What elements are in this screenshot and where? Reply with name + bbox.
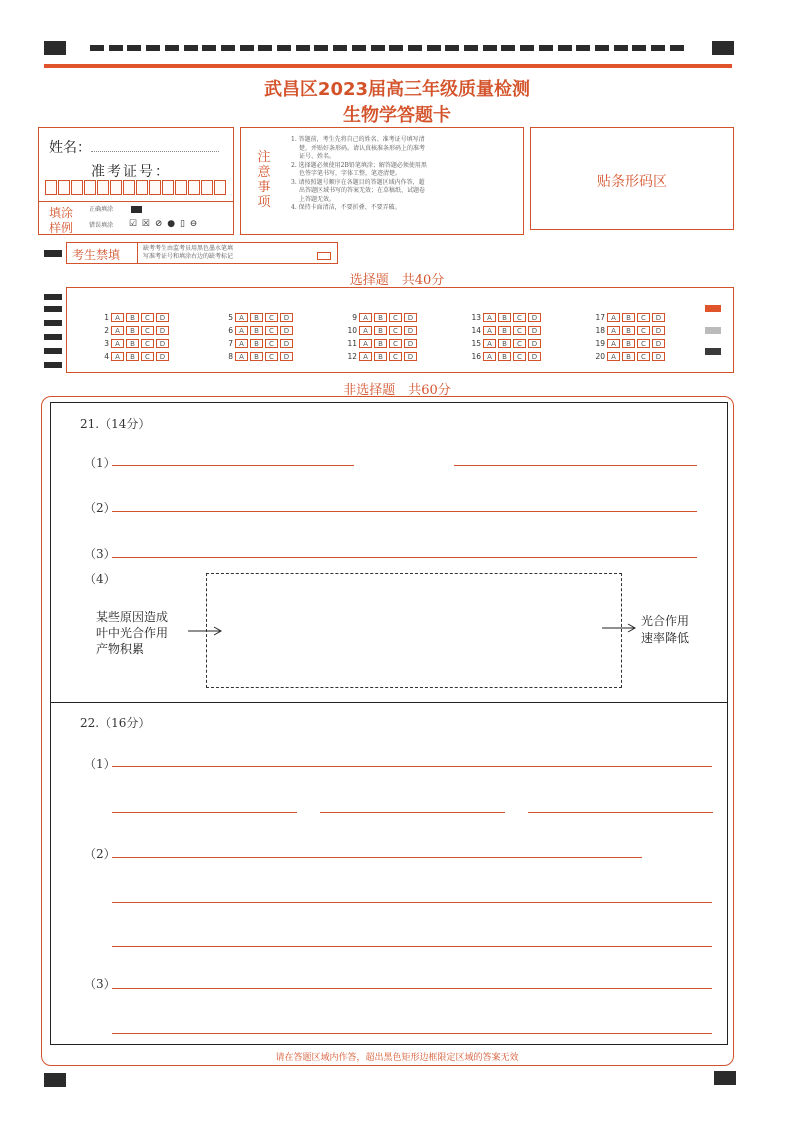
option-bubble-d[interactable]: D — [156, 352, 169, 361]
option-bubble-b[interactable]: B — [622, 313, 635, 322]
q21-answer-line[interactable] — [112, 511, 697, 512]
side-mark — [44, 362, 62, 368]
option-bubble-c[interactable]: C — [389, 352, 402, 361]
question-number: 17 — [595, 313, 605, 322]
option-bubble-b[interactable]: B — [126, 326, 139, 335]
q21-drawing-box[interactable] — [206, 573, 622, 688]
option-bubble-d[interactable]: D — [280, 339, 293, 348]
notice-item: 出答题区域书写的答案无效；在草稿纸、试题卷 — [299, 187, 426, 194]
option-bubble-a[interactable]: A — [235, 339, 248, 348]
absent-box — [66, 242, 338, 264]
side-mark — [44, 294, 62, 300]
q21-part-3: （3） — [84, 547, 116, 561]
question-number: 20 — [595, 352, 605, 361]
q22-answer-line[interactable] — [112, 857, 642, 858]
option-bubble-b[interactable]: B — [250, 352, 263, 361]
question-number: 1 — [104, 313, 109, 322]
option-bubble-c[interactable]: C — [141, 326, 154, 335]
q21-right-line: 光合作用 — [641, 614, 690, 628]
timing-mark — [333, 45, 347, 51]
option-bubble-a[interactable]: A — [111, 326, 124, 335]
arrow-right-icon — [602, 622, 638, 634]
option-bubble-d[interactable]: D — [156, 326, 169, 335]
option-bubble-a[interactable]: A — [359, 313, 372, 322]
side-mark — [44, 334, 62, 340]
option-bubble-a[interactable]: A — [483, 352, 496, 361]
absent-label: 考生禁填 — [72, 248, 121, 262]
question-number: 14 — [471, 326, 481, 335]
choice-question-11 — [345, 331, 417, 348]
option-bubble-a[interactable]: A — [483, 339, 496, 348]
timing-mark — [576, 45, 590, 51]
option-bubble-c[interactable]: C — [637, 339, 650, 348]
option-bubble-c[interactable]: C — [637, 326, 650, 335]
timing-mark — [184, 45, 198, 51]
q21-right-line: 速率降低 — [641, 631, 690, 645]
absent-checkbox[interactable] — [317, 252, 331, 260]
choice-question-10 — [345, 318, 417, 335]
question-number: 9 — [352, 313, 357, 322]
question-number: 7 — [228, 339, 233, 348]
option-bubble-b[interactable]: B — [498, 313, 511, 322]
absent-mark — [44, 250, 62, 257]
side-mark — [44, 320, 62, 326]
option-bubble-a[interactable]: A — [359, 352, 372, 361]
timing-mark — [558, 45, 572, 51]
fill-label-2: 样例 — [49, 221, 74, 235]
option-bubble-c[interactable]: C — [637, 352, 650, 361]
timing-mark — [371, 45, 385, 51]
option-bubble-b[interactable]: B — [374, 352, 387, 361]
question-number: 4 — [104, 352, 109, 361]
option-bubble-c[interactable]: C — [141, 339, 154, 348]
q22-answer-line[interactable] — [112, 1033, 712, 1034]
q21-answer-line[interactable] — [112, 465, 354, 466]
option-bubble-d[interactable]: D — [156, 339, 169, 348]
option-bubble-c[interactable]: C — [265, 326, 278, 335]
correct-fill-sample — [131, 206, 142, 213]
option-bubble-b[interactable]: B — [126, 352, 139, 361]
q22-title: 22.（16分） — [80, 716, 151, 730]
q21-answer-line[interactable] — [454, 465, 697, 466]
q21-left-line: 某些原因造成 — [96, 610, 169, 624]
name-field[interactable] — [91, 151, 219, 152]
choice-question-16 — [469, 344, 541, 361]
student-info-box — [38, 127, 234, 235]
timing-mark — [221, 45, 235, 51]
notice-label: 注意事项 — [257, 150, 271, 210]
timing-mark — [464, 45, 478, 51]
option-bubble-b[interactable]: B — [250, 326, 263, 335]
question-number: 15 — [471, 339, 481, 348]
option-bubble-d[interactable]: D — [528, 352, 541, 361]
timing-mark — [90, 45, 104, 51]
q21-part-2: （2） — [84, 501, 116, 515]
choice-box — [66, 287, 734, 373]
option-bubble-c[interactable]: C — [389, 339, 402, 348]
side-mark — [44, 306, 62, 312]
wrong-fill-label: 错误填涂 — [89, 222, 114, 229]
timing-mark — [670, 45, 684, 51]
q21-left-line: 产物积累 — [96, 642, 145, 656]
option-bubble-d[interactable]: D — [156, 313, 169, 322]
option-bubble-a[interactable]: A — [111, 339, 124, 348]
option-bubble-a[interactable]: A — [111, 352, 124, 361]
option-bubble-b[interactable]: B — [622, 352, 635, 361]
timing-mark — [202, 45, 216, 51]
choice-question-15 — [469, 331, 541, 348]
option-bubble-d[interactable]: D — [652, 352, 665, 361]
option-bubble-d[interactable]: D — [528, 339, 541, 348]
option-bubble-b[interactable]: B — [374, 313, 387, 322]
question-number: 19 — [595, 339, 605, 348]
page-subtitle: 生物学答题卡 — [343, 105, 451, 126]
timing-mark — [258, 45, 272, 51]
choice-question-5 — [221, 305, 293, 322]
timing-mark — [146, 45, 160, 51]
option-bubble-c[interactable]: C — [265, 313, 278, 322]
option-bubble-d[interactable]: D — [404, 313, 417, 322]
option-bubble-a[interactable]: A — [235, 352, 248, 361]
option-bubble-b[interactable]: B — [374, 326, 387, 335]
timing-mark — [539, 45, 553, 51]
timing-mark — [389, 45, 403, 51]
question-number: 5 — [228, 313, 233, 322]
header-rule — [44, 64, 732, 68]
option-bubble-a[interactable]: A — [607, 339, 620, 348]
choice-question-13 — [469, 305, 541, 322]
choice-question-3 — [97, 331, 169, 348]
timing-mark — [352, 45, 366, 51]
option-bubble-b[interactable]: B — [622, 339, 635, 348]
choice-question-2 — [97, 318, 169, 335]
option-bubble-c[interactable]: C — [513, 339, 526, 348]
option-bubble-d[interactable]: D — [404, 326, 417, 335]
timing-mark — [520, 45, 534, 51]
question-number: 6 — [228, 326, 233, 335]
corner-mark-top-right — [712, 41, 734, 55]
q22-answer-line[interactable] — [112, 988, 712, 989]
barcode-label: 贴条形码区 — [597, 174, 667, 190]
notice-item: 证号、姓名。 — [299, 153, 336, 160]
question-number: 3 — [104, 339, 109, 348]
timing-mark — [314, 45, 328, 51]
option-bubble-c[interactable]: C — [141, 313, 154, 322]
correct-fill-label: 正确填涂 — [89, 206, 114, 213]
choice-question-1 — [97, 305, 169, 322]
id-cells[interactable] — [45, 180, 227, 195]
choice-question-4 — [97, 344, 169, 361]
choice-question-6 — [221, 318, 293, 335]
choice-question-7 — [221, 331, 293, 348]
q21-title: 21.（14分） — [80, 417, 151, 431]
option-bubble-a[interactable]: A — [359, 326, 372, 335]
option-bubble-c[interactable]: C — [389, 326, 402, 335]
q21-right-text — [641, 613, 689, 647]
absent-text-1: 缺考考生由监考员用黑色墨水笔填 — [143, 245, 234, 252]
notice-item: 上答题无效。 — [299, 195, 336, 203]
timing-mark — [427, 45, 441, 51]
option-bubble-d[interactable]: D — [528, 326, 541, 335]
timing-mark — [408, 45, 422, 51]
wrong-fill-samples: ☑ ☒ ⊘ ● ▯ ⊖ — [129, 219, 199, 229]
corner-mark-bottom-right — [714, 1071, 736, 1085]
option-bubble-a[interactable]: A — [359, 339, 372, 348]
question-number: 8 — [228, 352, 233, 361]
notice-item: 2. 选择题必须使用2B铅笔填涂；解答题必须使用黑 — [291, 161, 427, 169]
choice-color-mark-3 — [705, 348, 721, 355]
option-bubble-b[interactable]: B — [498, 352, 511, 361]
option-bubble-d[interactable]: D — [528, 313, 541, 322]
corner-mark-top-left — [44, 41, 66, 55]
side-mark — [44, 348, 62, 354]
timing-mark — [651, 45, 665, 51]
option-bubble-b[interactable]: B — [250, 313, 263, 322]
option-bubble-c[interactable]: C — [513, 313, 526, 322]
option-bubble-c[interactable]: C — [513, 326, 526, 335]
q22-part-3: （3） — [84, 977, 116, 991]
question-number: 11 — [347, 339, 357, 348]
question-number: 10 — [347, 326, 357, 335]
choice-question-8 — [221, 344, 293, 361]
page-title: 武昌区2023届高三年级质量检测 — [263, 79, 531, 100]
choice-color-mark-2 — [705, 327, 721, 334]
option-bubble-b[interactable]: B — [126, 313, 139, 322]
option-bubble-a[interactable]: A — [607, 352, 620, 361]
q21-answer-line[interactable] — [112, 557, 697, 558]
notice-item: 3. 请按照题号顺序在各题目的答题区域内作答，超 — [291, 178, 425, 186]
option-bubble-a[interactable]: A — [607, 326, 620, 335]
q22-part-2: （2） — [84, 847, 116, 861]
timing-mark — [595, 45, 609, 51]
timing-mark — [127, 45, 141, 51]
q21-part-1: （1） — [84, 456, 116, 470]
q22-answer-line[interactable] — [112, 946, 712, 947]
barcode-area — [530, 127, 734, 230]
option-bubble-c[interactable]: C — [141, 352, 154, 361]
option-bubble-b[interactable]: B — [622, 326, 635, 335]
q21-part-4: （4） — [84, 572, 116, 586]
answer-inner-frame — [50, 402, 728, 1045]
option-bubble-a[interactable]: A — [111, 313, 124, 322]
option-bubble-a[interactable]: A — [483, 313, 496, 322]
choice-question-14 — [469, 318, 541, 335]
timing-mark — [614, 45, 628, 51]
option-bubble-a[interactable]: A — [235, 326, 248, 335]
choice-question-20 — [593, 344, 665, 361]
notice-item: 4. 保持卡面清洁，不要折叠、不要弄破。 — [291, 204, 401, 211]
option-bubble-b[interactable]: B — [126, 339, 139, 348]
option-bubble-d[interactable]: D — [404, 339, 417, 348]
notice-list — [291, 136, 519, 213]
option-bubble-d[interactable]: D — [280, 352, 293, 361]
absent-text-2: 写准考证号和填涂右边的缺考标记 — [143, 253, 234, 260]
q21-left-text — [96, 609, 168, 657]
choice-question-12 — [345, 344, 417, 361]
q22-part-1: （1） — [84, 757, 116, 771]
timing-mark — [483, 45, 497, 51]
q22-answer-line[interactable] — [320, 812, 505, 813]
choice-color-mark-1 — [705, 305, 721, 312]
option-bubble-a[interactable]: A — [483, 326, 496, 335]
option-bubble-d[interactable]: D — [280, 313, 293, 322]
choice-question-19 — [593, 331, 665, 348]
q22-answer-line[interactable] — [528, 812, 713, 813]
q21-left-line: 叶中光合作用 — [96, 626, 169, 640]
timing-mark — [445, 45, 459, 51]
timing-mark — [632, 45, 646, 51]
corner-mark-bottom-left — [44, 1073, 66, 1087]
option-bubble-b[interactable]: B — [498, 339, 511, 348]
option-bubble-d[interactable]: D — [652, 313, 665, 322]
timing-mark — [109, 45, 123, 51]
option-bubble-c[interactable]: C — [637, 313, 650, 322]
q22-answer-line[interactable] — [112, 766, 712, 767]
option-bubble-d[interactable]: D — [652, 326, 665, 335]
option-bubble-c[interactable]: C — [265, 352, 278, 361]
footer-note: 请在答题区域内作答，超出黑色矩形边框限定区域的答案无效 — [275, 1053, 519, 1063]
option-bubble-c[interactable]: C — [513, 352, 526, 361]
option-bubble-b[interactable]: B — [250, 339, 263, 348]
choice-question-9 — [345, 305, 417, 322]
id-label: 准考证号： — [91, 164, 171, 180]
timing-mark — [296, 45, 310, 51]
question-number: 12 — [347, 352, 357, 361]
name-label: 姓名： — [49, 140, 91, 156]
timing-mark — [165, 45, 179, 51]
option-bubble-d[interactable]: D — [404, 352, 417, 361]
option-bubble-a[interactable]: A — [607, 313, 620, 322]
option-bubble-d[interactable]: D — [280, 326, 293, 335]
choice-question-18 — [593, 318, 665, 335]
option-bubble-b[interactable]: B — [498, 326, 511, 335]
question-number: 13 — [471, 313, 481, 322]
choice-title: 选择题 共40分 — [349, 273, 445, 288]
notice-item: 1. 答题前，考生先将自己的姓名、准考证号填写清 — [291, 136, 425, 143]
notice-box — [240, 127, 524, 235]
fill-label-1: 填涂 — [49, 206, 74, 220]
option-bubble-c[interactable]: C — [265, 339, 278, 348]
timing-mark — [240, 45, 254, 51]
option-bubble-d[interactable]: D — [652, 339, 665, 348]
choice-question-17 — [593, 305, 665, 322]
question-number: 2 — [104, 326, 109, 335]
timing-mark — [501, 45, 515, 51]
question-number: 18 — [595, 326, 605, 335]
option-bubble-c[interactable]: C — [389, 313, 402, 322]
q22-answer-line[interactable] — [112, 812, 297, 813]
question-divider — [50, 702, 728, 703]
notice-item: 楚，并贴好条形码。请认真核准条形码上的准考 — [299, 144, 426, 152]
nonchoice-title: 非选择题 共60分 — [343, 383, 451, 398]
question-number: 16 — [471, 352, 481, 361]
timing-mark — [277, 45, 291, 51]
option-bubble-a[interactable]: A — [235, 313, 248, 322]
notice-item: 色签字笔书写，字体工整，笔迹清楚。 — [299, 170, 402, 177]
option-bubble-b[interactable]: B — [374, 339, 387, 348]
q22-answer-line[interactable] — [112, 902, 712, 903]
